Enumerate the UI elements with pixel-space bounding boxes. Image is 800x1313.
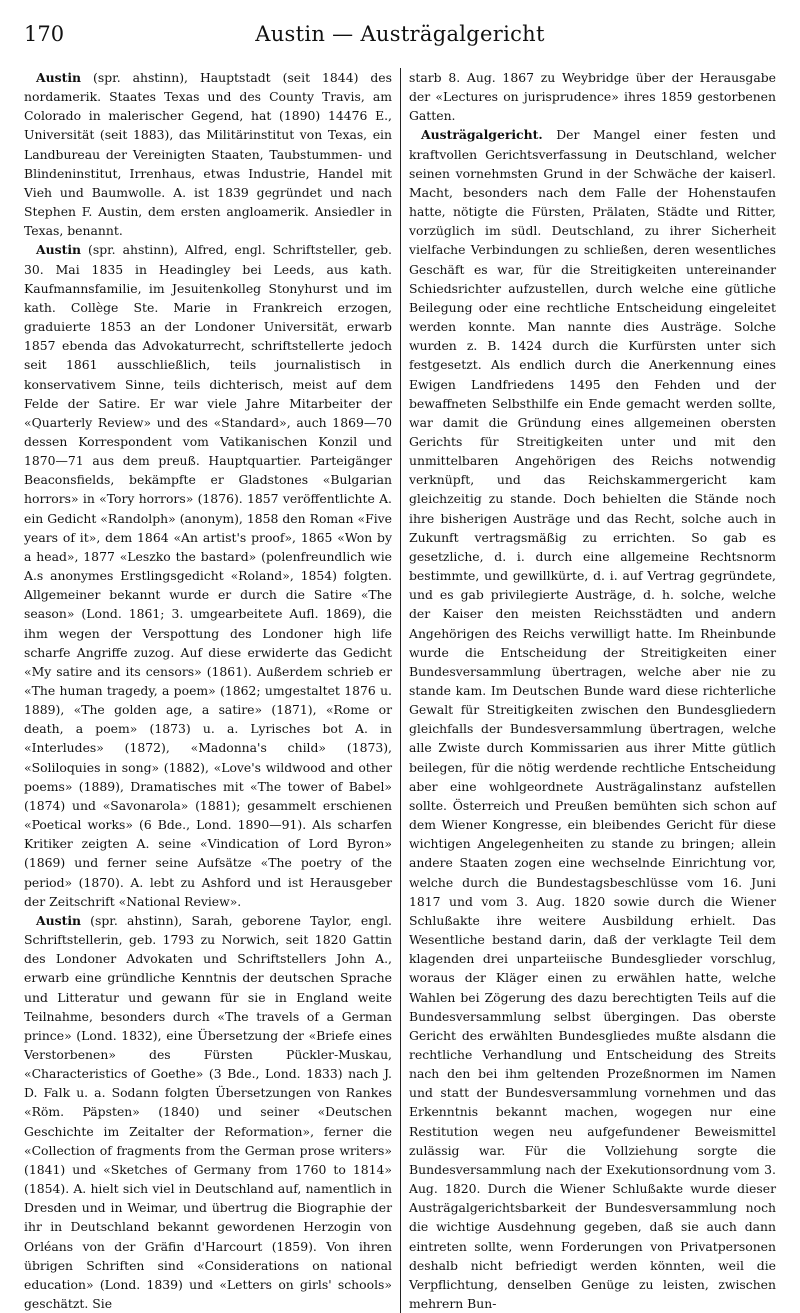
right-column [400,68,776,1313]
running-title: Austin — Austrägalgericht [255,22,545,46]
entry-austin-sarah [24,911,392,1313]
entry-text: starb 8. Aug. 1867 zu Weybridge über der Herausgabe der «Lectures on jurisprudence» ihres 1859 gestorbenen Gatten. [409,70,776,124]
entry-headword: Austrägalgericht. [421,127,543,143]
entry-austin-alfred [24,240,392,910]
text-columns [24,68,776,1313]
entry-text: (spr. ahstinn), Hauptstadt (seit 1844) des nordamerik. Staates Texas und des County Travis, am Colorado in malerischer Gegend, hat (1890) 14476 E., Universität (seit 1883), das Militärinstitut von Texas, ein Landbureau der Vereinigten Staaten, Taubstummen- und Blindeninstitut, Irrenhaus, etwas Industrie, Handel mit Vieh und Baumwolle. A. ist 1839 gegründet und nach Stephen F. Austin, dem ersten angloamerik. Ansiedler in Texas, benannt. [24,70,392,239]
entry-headword: Austin [36,912,82,928]
page-number: 170 [24,22,65,46]
left-column [24,68,400,1313]
entry-text: (spr. ahstinn), Sarah, geborene Taylor, engl. Schriftstellerin, geb. 1793 zu Norwich, seit 1820 Gattin des Londoner Advokaten und Schriftstellers John A., erwarb eine gründliche Kenntnis der deutschen Sprache und Litteratur und gewann für sie in England weite Teilnahme, besonders durch «The travels of a German prince» (Lond. 1832), eine Übersetzung der «Briefe eines Verstorbenen» des Fürsten Pückler-Muskau, «Characteristics of Goethe» (3 Bde., Lond. 1833) nach J. D. Falk u. a. Sodann folgten Übersetzungen von Rankes «Röm. Päpsten» (1840) und seiner «Deutschen Geschichte im Zeitalter der Reformation», ferner die «Collection of fragments from the German prose writers» (1841) und «Sketches of Germany from 1760 to 1814» (1854). A. hielt sich viel in Deutschland auf, namentlich in Dresden und in Weimar, und übertrug die Biographie der ihr in Deutschland bekannt gewordenen Herzogin von Orléans von der Gräfin d'Harcourt (1859). Von ihren übrigen Schriften sind «Considerations on national education» (Lond. 1839) und «Letters on girls' schools» geschätzt. Sie [24,912,392,1311]
entry-headword: Austin [36,242,82,258]
entry-austraegalgericht [409,125,776,1313]
entry-continuation [409,68,776,125]
entry-headword: Austin [36,70,82,85]
entry-text: Der Mangel einer festen und kraftvollen Gerichtsverfassung in Deutschland, welcher seinen vornehmsten Grund in der Schwäche der kaiserl. Macht, besonders nach dem Falle der Hohenstaufen hatte, nötigte die Fürsten, Prälaten, Städte und Ritter, vorzüglich im südl. Deutschland, zu ihrer Sicherheit vielfache Verbindungen zu schließen, deren wesentliches Geschäft es war, für die Streitigkeiten untereinander Schiedsrichter aufzustellen, durch welche eine gütliche Beilegung oder eine rechtliche Entscheidung eingeleitet werden konnte. Man nannte dies Austräge. Solche wurden z. B. 1424 durch die Kurfürsten unter sich festgesetzt. Als endlich durch die Anerkennung eines Ewigen Landfriedens 1495 den Fehden und der bewaffneten Selbsthilfe ein Ende gemacht werden sollte, war damit die Gründung eines allgemeinen obersten Gerichts für Streitigkeiten unter und mit den unmittelbaren Angehörigen des Reichs notwendig verknüpft, und das Reichskammergericht kam gleichzeitig zu stande. Doch behielten die Stände noch ihre bisherigen Austräge und das Recht, solche auch in Zukunft vertragsmäßig zu errichten. So gab es gesetzliche, d. i. durch eine allgemeine Rechtsnorm bestimmte, und gewillkürte, d. i. auf Vertrag gegründete, und es gab privilegierte Austräge, d. h. solche, welche der Kaiser den meisten Reichsstädten und andern Angehörigen des Reichs verwilligt hatte. Im Rheinbunde wurde die Entscheidung der Streitigkeiten einer Bundesversammlung übertragen, welche aber nie zu stande kam. Im Deutschen Bunde ward diese richterliche Gewalt für Streitigkeiten zwischen den Bundesgliedern gleichfalls der Bundesversammlung übertragen, welche alle Zwiste durch Kommissarien aus ihrer Mitte gütlich beilegen, für die nötig werdende rechtliche Entscheidung aber eine wohlgeordnete Austrägalinstanz aufstellen sollte. Österreich und Preußen bemühten sich schon auf dem Wiener Kongresse, ein bleibendes Gericht für diese wichtigen Angelegenheiten zu stande zu bringen; allein andere Staaten zogen eine wechselnde Einrichtung vor, welche durch die Bundestagsbeschlüsse vom 16. Juni 1817 und vom 3. Aug. 1820 sowie durch die Wiener Schlußakte ihre weitere Ausbildung erhielt. Das Wesentliche bestand darin, daß der verklagte Teil dem klagenden drei unparteiische Bundesglieder vorschlug, woraus der Kläger einen zu erwählen hatte, welche Wahlen bei Zögerung des dazu berechtigten Teils auf die Bundesversammlung selbst übergingen. Das oberste Gericht des erwählten Bundesgliedes mußte alsdann die rechtliche Verhandlung und Entscheidung des Streits nach den bei ihm geltenden Prozeßnormen im Namen und statt der Bundesversammlung vornehmen und das Erkenntnis bekannt machen, wogegen nur eine Restitution wegen neu aufgefundener Beweismittel zulässig war. Für die Vollziehung sorgte die Bundesversammlung nach der Exekutionsordnung vom 3. Aug. 1820. Durch die Wiener Schlußakte wurde dieser Austrägalgerichtsbarkeit der Bundesversammlung noch die wichtige Ausdehnung gegeben, daß sie auch dann eintreten sollte, wenn Forderungen von Privatpersonen deshalb nicht befriedigt werden könnten, weil die Verpflichtung, denselben Genüge zu leisten, zwischen mehrern Bun- [409,127,776,1311]
entry-austin-city [24,68,392,240]
entry-text: (spr. ahstinn), Alfred, engl. Schriftsteller, geb. 30. Mai 1835 in Headingley bei Leeds, aus kath. Kaufmannsfamilie, im Jesuitenkolleg Stonyhurst und im kath. Collège Ste. Marie in Frankreich erzogen, graduierte 1853 an der Londoner Universität, erwarb 1857 ebenda das Advokaturrecht, schriftstellerte jedoch seit 1861 ausschließlich, teils journalistisch in konservativem Sinne, teils dichterisch, meist auf dem Felde der Satire. Er war viele Jahre Mitarbeiter der «Quarterly Review» und des «Standard», auch 1869—70 dessen Korrespondent vom Vatikanischen Konzil und 1870—71 aus dem preuß. Hauptquartier. Parteigänger Beaconsfields, bekämpfte er Gladstones «Bulgarian horrors» in «Tory horrors» (1876). 1857 veröffentlichte A. ein Gedicht «Randolph» (anonym), 1858 den Roman «Five years of it», dem 1864 «An artist's proof», 1865 «Won by a head», 1877 «Leszko the bastard» (polenfreundlich wie A.s anonymes Erstlingsgedicht «Roland», 1854) folgten. Allgemeiner bekannt wurde er durch die Satire «The season» (Lond. 1861; 3. umgearbeitete Aufl. 1869), die ihm wegen der Verspottung des Londoner high life scharfe Angriffe zuzog. Auf diese erwiderte das Gedicht «My satire and its censors» (1861). Außerdem schrieb er «The human tragedy, a poem» (1862; umgestaltet 1876 u. 1889), «The golden age, a satire» (1871), «Rome or death, a poem» (1873) u. a. Lyrisches bot A. in «Interludes» (1872), «Madonna's child» (1873), «Soliloquies in song» (1882), «Love's wildwood and other poems» (1889), Dramatisches mit «The tower of Babel» (1874) und «Savonarola» (1881); gesammelt erschienen «Poetical works» (6 Bde., Lond. 1890—91). Als scharfen Kritiker zeigten A. seine «Vindication of Lord Byron» (1869) und ferner seine Aufsätze «The poetry of the period» (1870). A. lebt zu Ashford und ist Herausgeber der Zeitschrift «National Review». [24,242,392,909]
page-header [24,22,776,58]
